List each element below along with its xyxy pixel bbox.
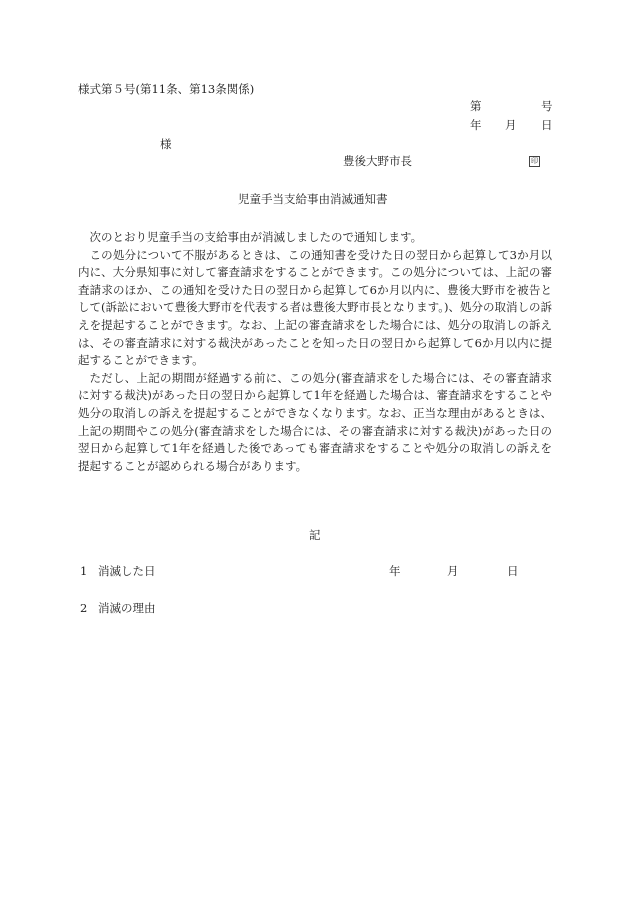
notice-body — [78, 229, 552, 475]
issuer-name: 豊後大野市長 — [343, 154, 412, 168]
seal-mark: 印 — [531, 157, 538, 165]
item-1-year-label: 年 — [389, 564, 401, 578]
form-number: 様式第５号(第11条、第13条関係) — [78, 82, 255, 96]
document-title: 児童手当支給事由消滅通知書 — [238, 192, 388, 206]
notice-paragraph: 次のとおり児童手当の支給事由が消滅しましたので通知します。 — [89, 230, 423, 244]
notice-paragraph: ただし、上記の期間が経過する前に、この処分(審査請求をした場合には、その審査請求に対する裁決)があった日の翌日から起算して1年を経過した場合は、審査請求をすることや処分の取消しの訴えを提起することができなくなります。なお、正当な理由があるときは、上記の期間やこの処分(審査請求をした場合には、その審査請求に対する裁決)があった日の翌日から起算して1年を経過した後であっても審査請求をすることや処分の取消しの訴えを提起することが認められる場合があります。 — [78, 370, 552, 473]
item-1-day-label: 日 — [507, 564, 519, 578]
ki-heading: 記 — [309, 528, 321, 542]
item-2-number: 2 — [80, 601, 88, 615]
item-2-label: 消滅の理由 — [98, 601, 156, 615]
item-1-label: 消滅した日 — [98, 564, 156, 578]
date-year-label: 年 — [470, 118, 482, 132]
document-number-suffix: 号 — [541, 99, 553, 113]
item-1-month-label: 月 — [447, 564, 459, 578]
item-1-number: 1 — [80, 564, 88, 578]
date-day-label: 日 — [541, 118, 553, 132]
notice-paragraph: この処分について不服があるときは、この通知書を受けた日の翌日から起算して3か月以内に、大分県知事に対して審査請求をすることができます。この処分については、上記の審査請求のほか、この通知を受けた日の翌日から起算して6か月以内に、豊後大野市を被告として(訴訟において豊後大野市を代表する者は豊後大野市長となります。)、処分の取消しの訴えを提起することができます。なお、上記の審査請求をした場合には、処分の取消しの訴えは、その審査請求に対する裁決があったことを知った日の翌日から起算して6か月以内に提起することができます。 — [78, 247, 552, 368]
addressee-suffix: 様 — [160, 137, 172, 151]
document-number-prefix: 第 — [470, 99, 482, 113]
date-month-label: 月 — [505, 118, 517, 132]
